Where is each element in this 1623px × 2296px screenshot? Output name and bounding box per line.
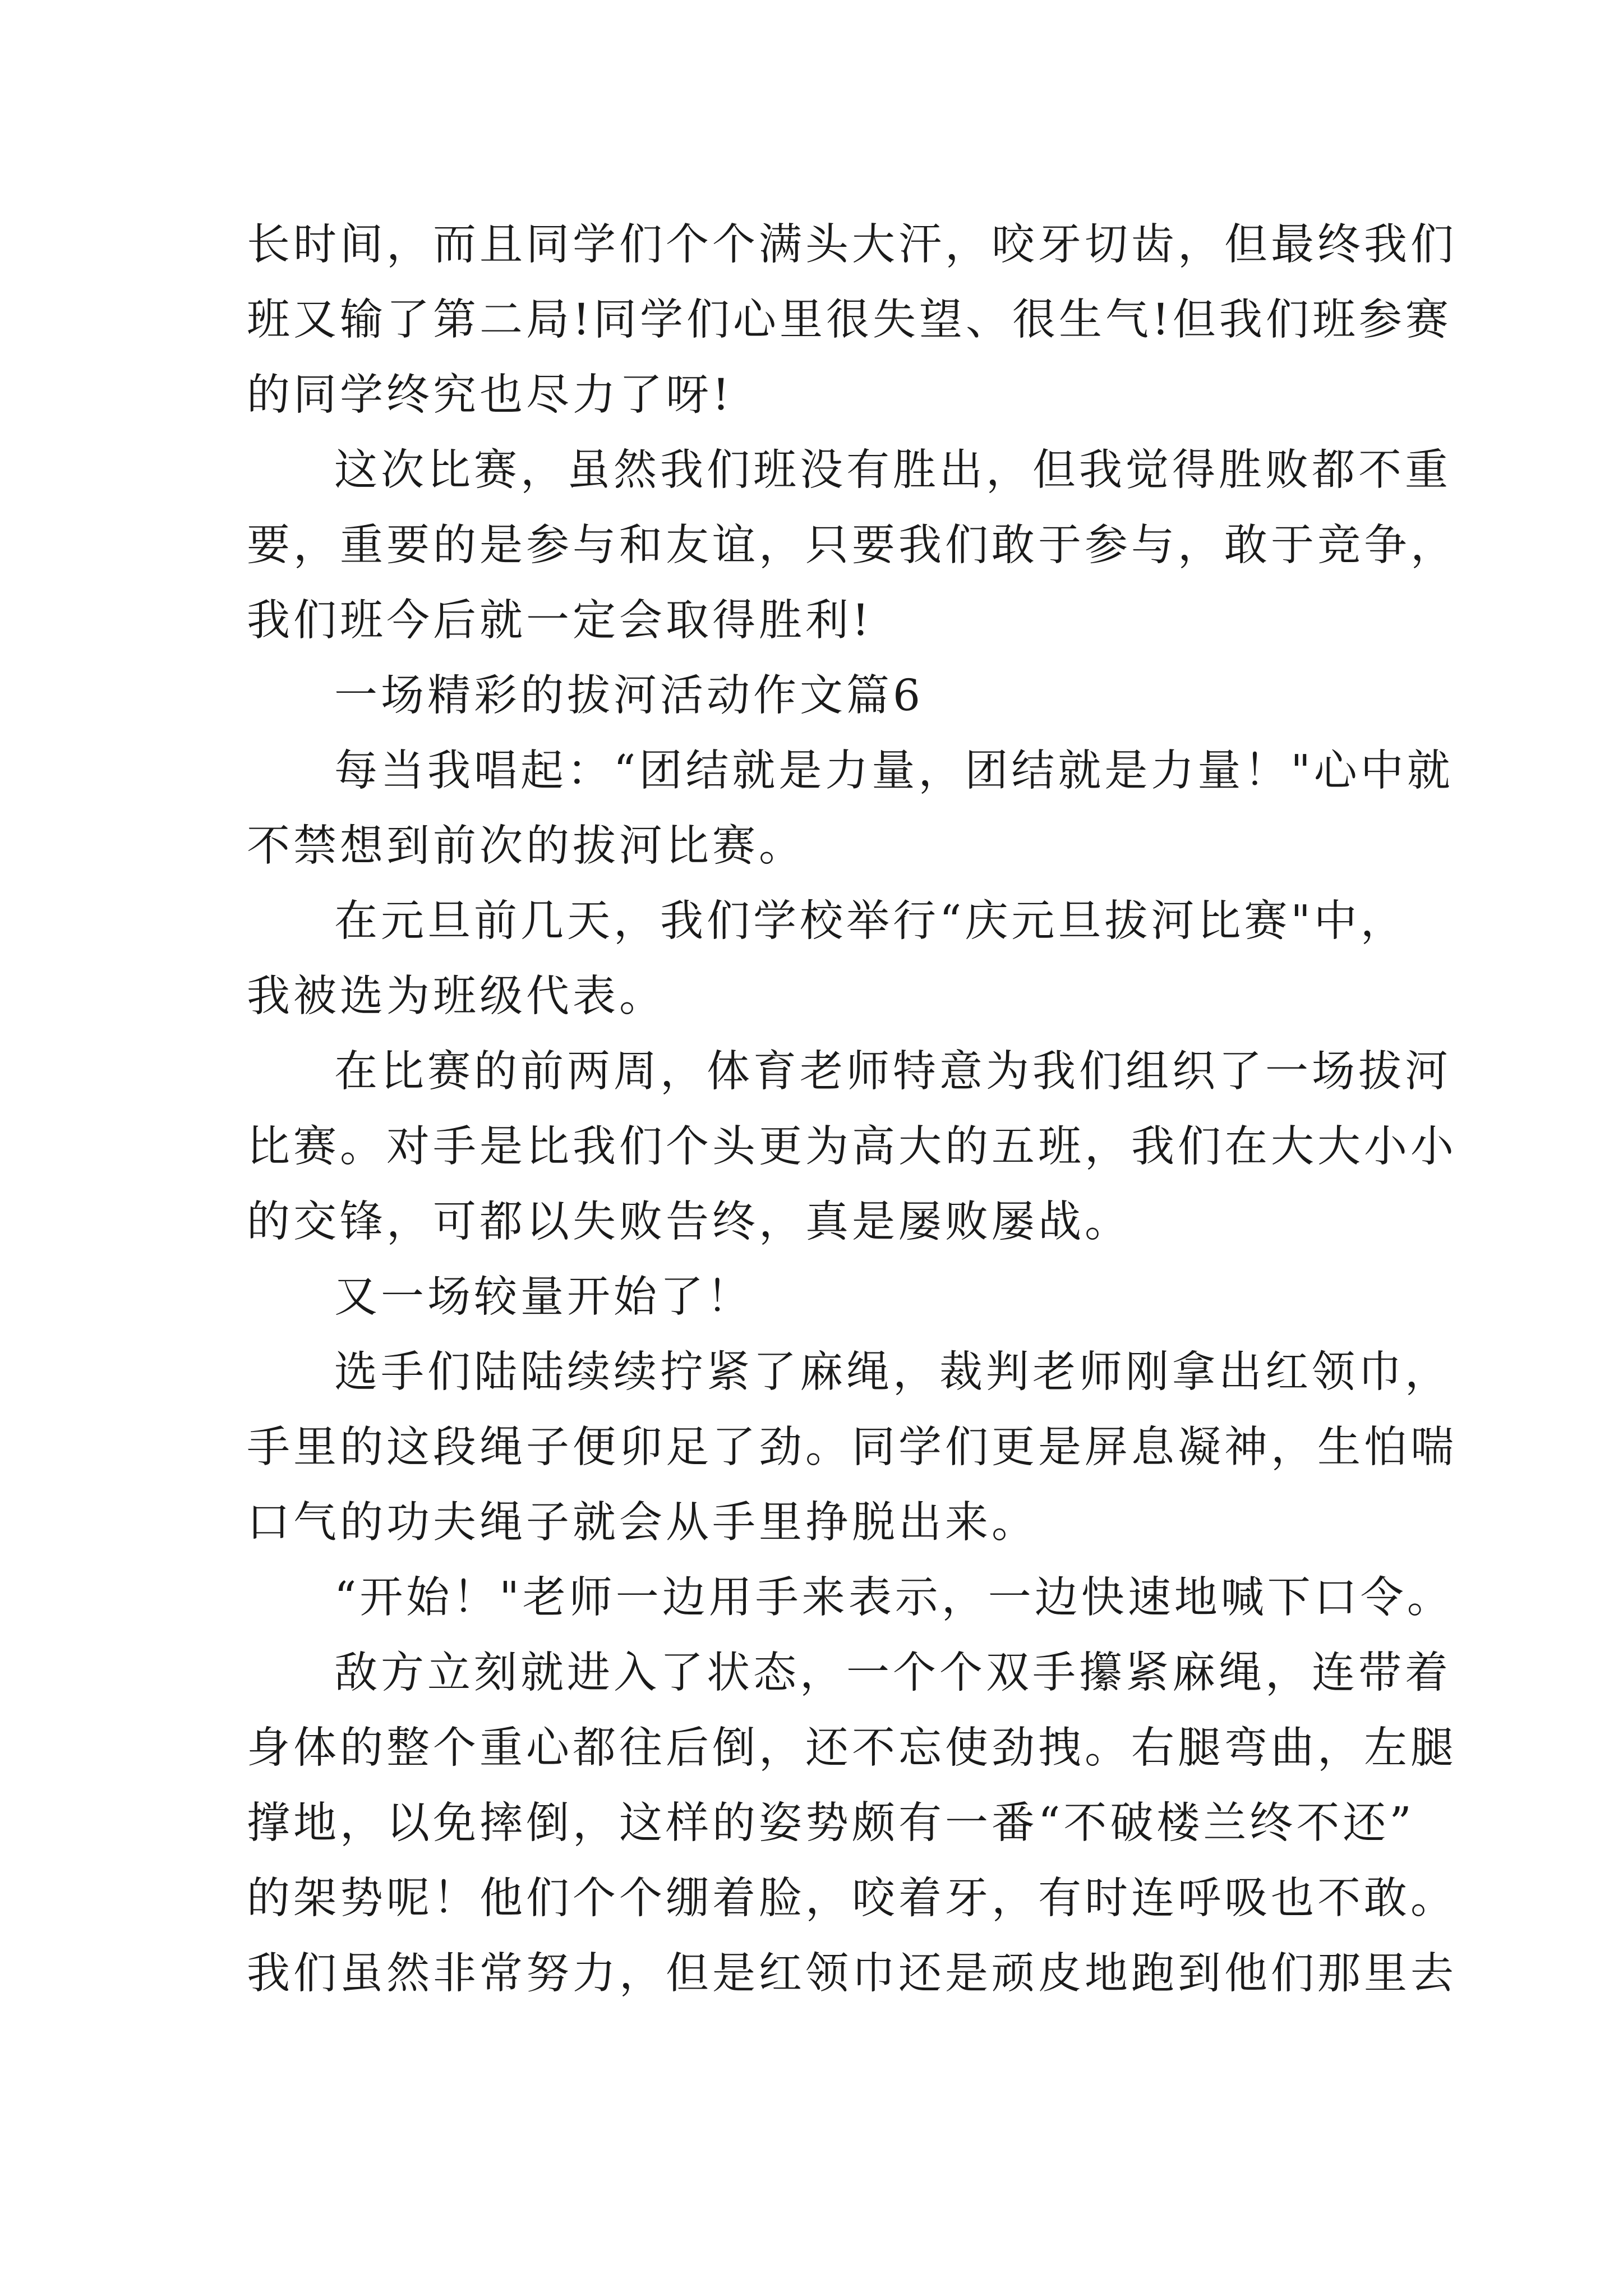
text-line: 撑地，以免摔倒，这样的姿势颇有一番“不破楼兰终不还” <box>247 1798 1415 1848</box>
text-line: 又一场较量开始了！ <box>334 1272 753 1322</box>
text-line: 敌方立刻就进入了状态，一个个双手攥紧麻绳，连带着 <box>334 1648 1451 1698</box>
text-line: “开始！"老师一边用手来表示，一边快速地喊下口令。 <box>334 1573 1454 1623</box>
text-line: 的同学终究也尽力了呀! <box>247 370 733 420</box>
text-line: 口气的功夫绳子就会从手里挣脱出来。 <box>247 1498 1038 1548</box>
text-line: 手里的这段绳子便卯足了劲。同学们更是屏息凝神，生怕喘 <box>247 1423 1457 1473</box>
text-line: 选手们陆陆续续拧紧了麻绳，裁判老师刚拿出红领巾， <box>334 1347 1451 1397</box>
text-line: 的架势呢！他们个个绷着脸，咬着牙，有时连呼吸也不敢。 <box>247 1874 1457 1924</box>
text-line: 我们班今后就一定会取得胜利! <box>247 596 873 646</box>
text-line: 要，重要的是参与和友谊，只要我们敢于参与，敢于竞争， <box>247 521 1457 570</box>
text-line: 在比赛的前两周，体育老师特意为我们组织了一场拔河 <box>334 1047 1451 1097</box>
text-line: 长时间，而且同学们个个满头大汗，咬牙切齿，但最终我们 <box>247 220 1457 270</box>
text-line: 身体的整个重心都往后倒，还不忘使劲拽。右腿弯曲，左腿 <box>247 1723 1457 1773</box>
text-line: 班又输了第二局!同学们心里很失望、很生气!但我们班参赛 <box>247 295 1452 345</box>
text-line: 这次比赛，虽然我们班没有胜出，但我觉得胜败都不重 <box>334 445 1451 495</box>
document-body <box>247 208 1457 2012</box>
text-line: 我们虽然非常努力，但是红领巾还是顽皮地跑到他们那里去 <box>247 1949 1457 1999</box>
text-line: 的交锋，可都以失败告终，真是屡败屡战。 <box>247 1197 1131 1247</box>
text-line: 每当我唱起：“团结就是力量，团结就是力量！"心中就 <box>334 746 1454 796</box>
text-line: 不禁想到前次的拔河比赛。 <box>247 821 805 871</box>
text-line: 我被选为班级代表。 <box>247 972 666 1022</box>
text-line: 一场精彩的拔河活动作文篇6 <box>334 671 924 721</box>
text-line: 比赛。对手是比我们个头更为高大的五班，我们在大大小小 <box>247 1122 1457 1172</box>
text-line: 在元旦前几天，我们学校举行“庆元旦拔河比赛"中， <box>334 896 1407 946</box>
